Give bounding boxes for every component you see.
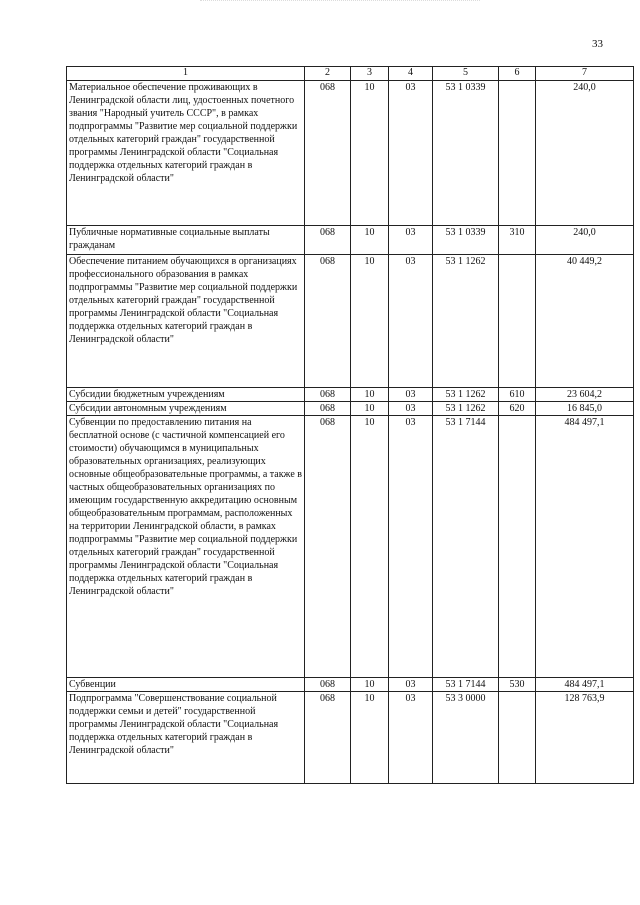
row-subsection: 03 [389,388,433,402]
row-target-article: 53 1 0339 [433,226,499,255]
row-target-article: 53 1 1262 [433,388,499,402]
row-target-article: 53 1 1262 [433,255,499,388]
row-section: 10 [351,678,389,692]
row-expense-type: 610 [499,388,536,402]
table-row [67,388,634,402]
header-col-4: 4 [389,67,433,81]
row-expense-type [499,255,536,388]
row-section: 10 [351,416,389,678]
header-col-7: 7 [536,67,634,81]
row-subsection: 03 [389,255,433,388]
row-name: Публичные нормативные социальные выплаты гражданам [67,226,305,255]
row-ministry-code: 068 [305,388,351,402]
row-ministry-code: 068 [305,255,351,388]
row-target-article: 53 1 0339 [433,81,499,226]
table-row [67,402,634,416]
row-section: 10 [351,692,389,784]
row-amount: 128 763,9 [536,692,634,784]
row-amount: 484 497,1 [536,416,634,678]
row-ministry-code: 068 [305,81,351,226]
table-row [67,226,634,255]
header-col-1: 1 [67,67,305,81]
row-expense-type: 620 [499,402,536,416]
row-section: 10 [351,402,389,416]
row-expense-type: 310 [499,226,536,255]
header-col-3: 3 [351,67,389,81]
row-amount: 240,0 [536,226,634,255]
budget-table [66,66,634,784]
table-row [67,692,634,784]
row-amount: 16 845,0 [536,402,634,416]
row-target-article: 53 1 7144 [433,416,499,678]
row-subsection: 03 [389,402,433,416]
row-name: Субвенции [67,678,305,692]
row-section: 10 [351,388,389,402]
row-expense-type [499,81,536,226]
row-section: 10 [351,226,389,255]
row-name: Подпрограмма "Совершенствование социальной поддержки семьи и детей" государственной программы Ленинградской области "Социальная поддержка отдельных категорий граждан в Ленинградской области" [67,692,305,784]
row-name: Обеспечение питанием обучающихся в организациях профессионального образования в рамках подпрограммы "Развитие мер социальной поддержки отдельных категорий граждан" государственной программы Ленинградской области "Социальная поддержка отдельных категорий граждан в Ленинградской области" [67,255,305,388]
row-ministry-code: 068 [305,692,351,784]
page-number: 33 [592,38,603,50]
row-subsection: 03 [389,678,433,692]
row-section: 10 [351,81,389,226]
row-expense-type: 530 [499,678,536,692]
row-amount: 23 604,2 [536,388,634,402]
row-ministry-code: 068 [305,678,351,692]
row-target-article: 53 1 1262 [433,402,499,416]
row-subsection: 03 [389,81,433,226]
row-target-article: 53 3 0000 [433,692,499,784]
row-expense-type [499,416,536,678]
row-name: Субсидии автономным учреждениям [67,402,305,416]
header-row [67,67,634,81]
table-row [67,255,634,388]
table-row [67,678,634,692]
header-col-6: 6 [499,67,536,81]
row-subsection: 03 [389,416,433,678]
row-ministry-code: 068 [305,402,351,416]
row-target-article: 53 1 7144 [433,678,499,692]
row-ministry-code: 068 [305,416,351,678]
row-amount: 240,0 [536,81,634,226]
row-section: 10 [351,255,389,388]
row-expense-type [499,692,536,784]
row-subsection: 03 [389,226,433,255]
header-col-5: 5 [433,67,499,81]
row-amount: 484 497,1 [536,678,634,692]
row-ministry-code: 068 [305,226,351,255]
row-subsection: 03 [389,692,433,784]
row-name: Материальное обеспечение проживающих в Ленинградской области лиц, удостоенных почетного звания "Народный учитель СССР", в рамках подпрограммы "Развитие мер социальной поддержки отдельных категорий граждан" государственной программы Ленинградской области "Социальная поддержка отдельных категорий граждан в Ленинградской области" [67,81,305,226]
header-col-2: 2 [305,67,351,81]
row-name: Субсидии бюджетным учреждениям [67,388,305,402]
row-name: Субвенции по предоставлению питания на бесплатной основе (с частичной компенсацией его стоимости) обучающимся в муниципальных образовательных организациях, реализующих основные общеобразовательные программы, а также в частных общеобразовательных организациях по имеющим государственную аккредитацию основным общеобразовательным программам, расположенных на территории Ленинградской области, в рамках подпрограммы "Развитие мер социальной поддержки отдельных категорий граждан" государственной программы Ленинградской области "Социальная поддержка отдельных категорий граждан в Ленинградской области" [67,416,305,678]
scan-artifact [200,0,480,4]
row-amount: 40 449,2 [536,255,634,388]
table-row [67,81,634,226]
table-row [67,416,634,678]
